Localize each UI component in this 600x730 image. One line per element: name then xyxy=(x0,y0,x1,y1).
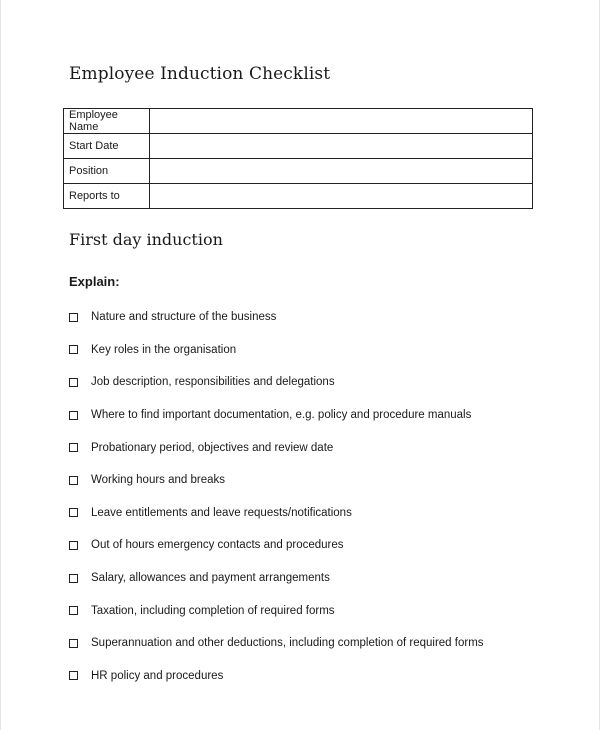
checklist-item xyxy=(69,664,569,697)
start-date-field[interactable] xyxy=(150,134,533,159)
checkbox[interactable] xyxy=(69,639,78,648)
checklist-item-label: Out of hours emergency contacts and procedures xyxy=(91,539,344,552)
checkbox[interactable] xyxy=(69,476,78,485)
checkbox[interactable] xyxy=(69,671,78,680)
position-field[interactable] xyxy=(150,159,533,184)
checklist-item-label: Key roles in the organisation xyxy=(91,343,237,356)
checklist-item-label: Taxation, including completion of required forms xyxy=(91,604,335,617)
checklist-item xyxy=(69,533,569,566)
checklist-item-label: HR policy and procedures xyxy=(91,669,224,682)
reports-to-field[interactable] xyxy=(150,184,533,209)
explain-subheading: Explain: xyxy=(69,274,120,289)
checkbox[interactable] xyxy=(69,508,78,517)
checklist-item xyxy=(69,468,569,501)
checklist-item xyxy=(69,435,569,468)
table-row xyxy=(64,159,533,184)
checkbox[interactable] xyxy=(69,574,78,583)
start-date-label: Start Date xyxy=(64,134,150,159)
checkbox[interactable] xyxy=(69,606,78,615)
checkbox[interactable] xyxy=(69,345,78,354)
induction-checklist xyxy=(69,305,569,696)
table-row xyxy=(64,184,533,209)
checklist-item xyxy=(69,370,569,403)
checkbox[interactable] xyxy=(69,378,78,387)
checkbox[interactable] xyxy=(69,541,78,550)
checklist-item-label: Leave entitlements and leave requests/notifications xyxy=(91,506,352,519)
checkbox[interactable] xyxy=(69,313,78,322)
checklist-item xyxy=(69,338,569,371)
checklist-item xyxy=(69,305,569,338)
checklist-item xyxy=(69,403,569,436)
checklist-item-label: Nature and structure of the business xyxy=(91,311,277,324)
checklist-item xyxy=(69,598,569,631)
checklist-item-label: Job description, responsibilities and delegations xyxy=(91,376,335,389)
checkbox[interactable] xyxy=(69,443,78,452)
checklist-item-label: Salary, allowances and payment arrangements xyxy=(91,572,330,585)
checkbox[interactable] xyxy=(69,411,78,420)
checklist-item xyxy=(69,631,569,664)
checklist-item xyxy=(69,501,569,534)
reports-to-label: Reports to xyxy=(64,184,150,209)
checklist-item-label: Probationary period, objectives and review date xyxy=(91,441,334,454)
position-label: Position xyxy=(64,159,150,184)
table-row xyxy=(64,109,533,134)
section-heading-first-day: First day induction xyxy=(69,230,223,249)
checklist-item-label: Where to find important documentation, e.g. policy and procedure manuals xyxy=(91,409,472,422)
checklist-item-label: Superannuation and other deductions, including completion of required forms xyxy=(91,637,484,650)
checklist-item xyxy=(69,566,569,599)
table-row xyxy=(64,134,533,159)
employee-info-table xyxy=(63,108,533,209)
checklist-item-label: Working hours and breaks xyxy=(91,474,226,487)
employee-name-label: Employee Name xyxy=(64,109,150,134)
employee-name-field[interactable] xyxy=(150,109,533,134)
document-title: Employee Induction Checklist xyxy=(69,64,331,84)
